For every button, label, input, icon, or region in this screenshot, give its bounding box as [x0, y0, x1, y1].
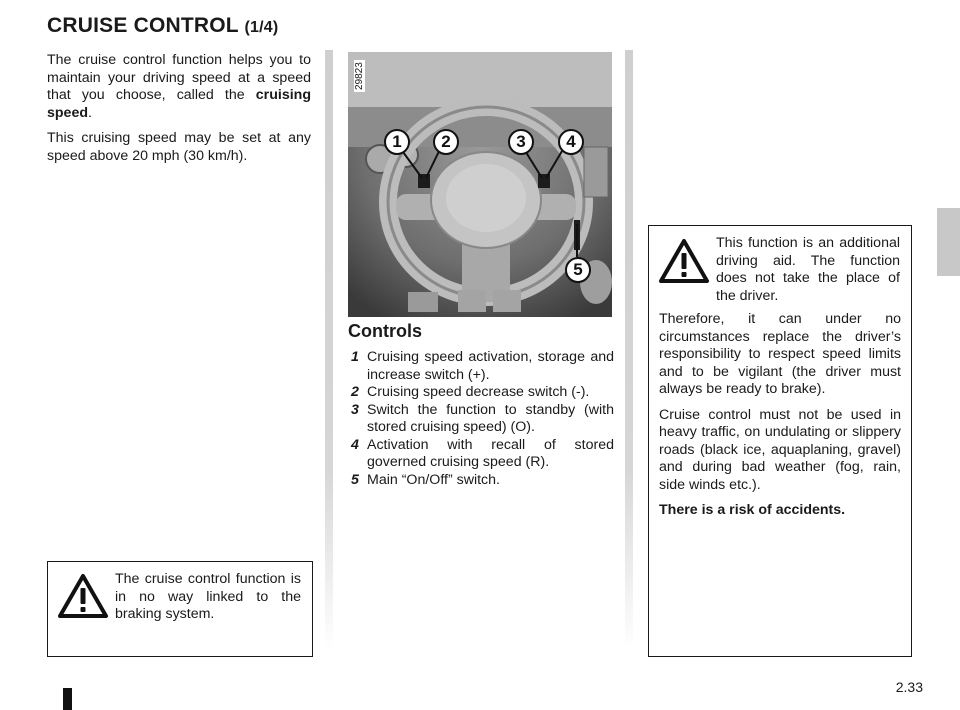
intro-section	[47, 52, 311, 165]
controls-heading: Controls	[348, 321, 422, 341]
callout-5: 5	[565, 257, 591, 283]
callout-3: 3	[508, 129, 534, 155]
control-number: 3	[351, 401, 359, 418]
intro-paragraph-1	[47, 52, 311, 122]
callout-1: 1	[384, 129, 410, 155]
control-number: 5	[351, 471, 359, 488]
section-tab	[937, 208, 960, 276]
controls-list-item	[348, 349, 614, 384]
controls-list-item	[348, 402, 614, 437]
corner-mark	[63, 688, 72, 710]
warning-paragraph-3: There is a risk of accidents.	[659, 502, 846, 518]
warning-box-driving-aid	[648, 225, 912, 657]
warning-body	[659, 311, 901, 520]
column-separator-left	[325, 50, 333, 650]
callout-2: 2	[433, 129, 459, 155]
column-separator-right	[625, 50, 633, 650]
control-text: Main “On/Off” switch.	[367, 471, 500, 488]
intro-p1-end: .	[88, 104, 92, 121]
callout-4: 4	[558, 129, 584, 155]
warning-box-braking	[47, 561, 313, 657]
warning-paragraph-1: Therefore, it can under no circumstances replace the driver’s responsibility to respect speed limits and to be vigilant (the driver must always be ready to brake).	[659, 311, 901, 397]
title-text: CRUISE CONTROL	[47, 14, 239, 37]
intro-p1-bold: cruising speed	[47, 87, 311, 121]
control-text: Switch the function to standby (with stored cruising speed) (O).	[367, 401, 614, 435]
warning-paragraph-2: Cruise control must not be used in heavy traffic, on undulating or slippery roads (black ice, aquaplaning, gravel) and during bad weather (fog, rain, side winds etc.).	[659, 406, 901, 493]
controls-list-item	[348, 437, 614, 472]
title-suffix: (1/4)	[244, 19, 279, 36]
steering-wheel-illustration	[348, 52, 612, 317]
warning-triangle-icon	[658, 238, 710, 284]
illustration-ref-code: 29823	[354, 62, 365, 90]
page-number: 2.33	[895, 679, 923, 695]
page-title	[47, 14, 278, 38]
control-number: 1	[351, 349, 359, 365]
controls-list-item	[348, 384, 614, 402]
controls-list-item	[348, 472, 614, 490]
control-text: Cruising speed decrease switch (-).	[367, 384, 590, 400]
warning-braking-text: The cruise control function is in no way linked to the braking system.	[115, 571, 301, 622]
control-text: Activation with recall of stored governed cruising speed (R).	[367, 436, 614, 470]
control-text: Cruising speed activation, storage and increase switch (+).	[367, 349, 614, 383]
controls-list	[348, 349, 614, 489]
warning-lead-text: This function is an additional driving aid. The function does not take the place of the driver.	[716, 235, 900, 304]
intro-p1-text: The cruise control function helps you to maintain your driving speed at a speed that you choose, called the	[47, 52, 311, 103]
warning-triangle-icon	[57, 573, 109, 619]
control-number: 4	[351, 436, 359, 453]
intro-paragraph-2: This cruising speed may be set at any speed above 20 mph (30 km/h).	[47, 130, 311, 164]
control-number: 2	[351, 384, 359, 400]
